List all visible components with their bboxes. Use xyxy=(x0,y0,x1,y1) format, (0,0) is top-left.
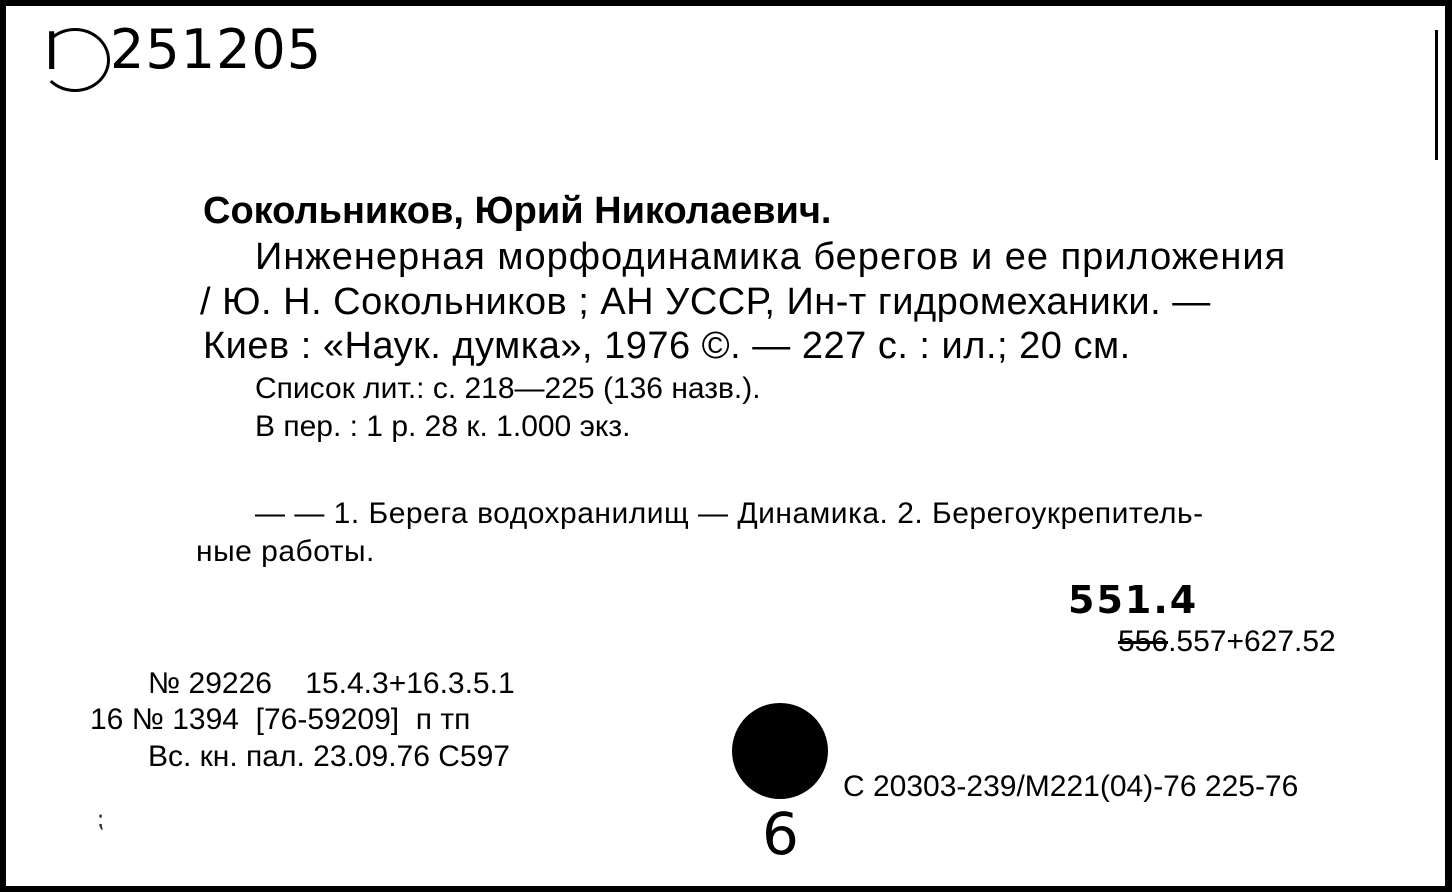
card-border-right xyxy=(1445,0,1452,892)
author-heading: Сокольников, Юрий Николаевич. xyxy=(203,190,832,232)
publication-info-line-3: Вс. кн. пал. 23.09.76 С597 xyxy=(148,740,510,773)
publication-info-line-1: № 29226 15.4.3+16.3.5.1 xyxy=(148,667,515,700)
card-border-left xyxy=(0,0,6,892)
stray-mark: ⁏ xyxy=(96,807,105,833)
punch-hole xyxy=(732,703,828,799)
classification-rest: .557+627.52 xyxy=(1168,625,1336,658)
card-border-bottom xyxy=(0,886,1452,892)
handwritten-classification: 551.4 xyxy=(1068,578,1199,622)
handwritten-page-mark: 6 xyxy=(762,800,799,868)
subject-headings-line-1: — — 1. Берега водохранилищ — Динамика. 2. Берегоукрепитель- xyxy=(255,497,1204,530)
title-line-3: Киев : «Наук. думка», 1976 ©. — 227 с. : ил.; 20 см. xyxy=(203,325,1131,367)
card-edge-mark xyxy=(1435,30,1438,160)
catalog-code: С 20303-239/М221(04)-76 225-76 xyxy=(843,770,1299,803)
struck-classification: 556 xyxy=(1118,625,1169,658)
bibliography-note: Список лит.: с. 218—225 (136 назв.). xyxy=(255,372,761,405)
card-border-top xyxy=(0,0,1452,6)
publication-info-line-2: 16 № 1394 [76-59209] п тп xyxy=(90,703,471,736)
title-line-2: / Ю. Н. Сокольников ; АН УССР, Ин-т гидромеханики. — xyxy=(200,281,1211,323)
inventory-number: 251205 xyxy=(110,18,323,81)
title-line-1: Инженерная морфодинамика берегов и ее приложения xyxy=(255,236,1287,278)
inventory-letter: I xyxy=(44,22,60,82)
price-note: В пер. : 1 р. 28 к. 1.000 экз. xyxy=(255,410,631,443)
printed-classification xyxy=(1118,625,1336,659)
subject-headings-line-2: ные работы. xyxy=(196,535,375,568)
